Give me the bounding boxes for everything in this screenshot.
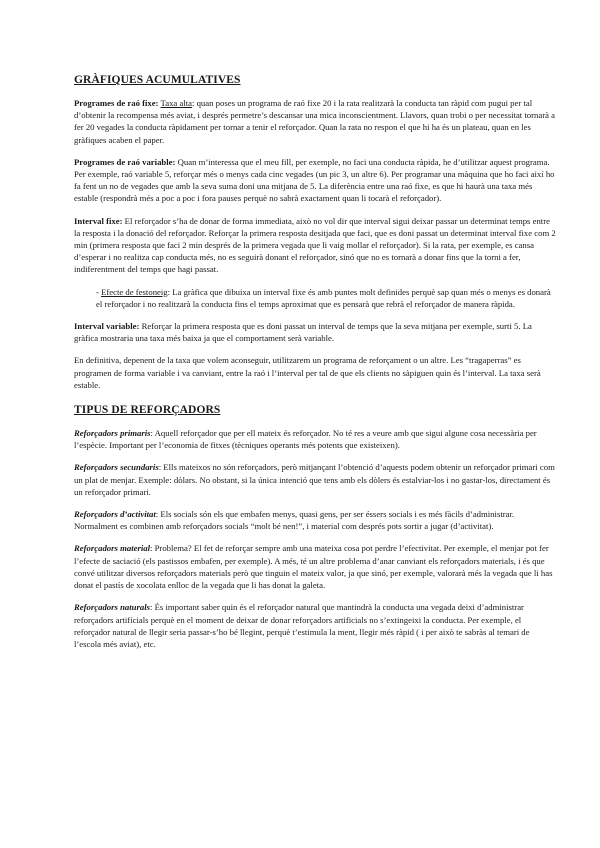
paragraph-reforcadors-naturals (74, 601, 556, 650)
term: Reforçadors primaris (74, 428, 151, 439)
paragraph-text: En definitiva, depenent de la taxa que volem aconseguir, utilitzarem un programa de reforçament o un altre. Les “tragaperras” es programen de forma variable i va canviant, entre la raó i l’interval per tal de que els clients no sàpiguen quin és l’interval. La taxa serà estable. (74, 355, 541, 390)
subterm: Efecte de festoneig (101, 286, 168, 297)
paragraph-rao-fixe (74, 97, 556, 146)
term: Reforçadors secundaris (74, 462, 159, 473)
heading-grafiques-acumulatives: GRÀFIQUES ACUMULATIVES (74, 74, 241, 86)
paragraph-text: : quan poses un programa de raó fixe 20 i la rata realitzarà la conducta tan ràpid com pugui per tal d’obtenir la recompensa més aviat, i després permetre’s descansar una mica inconscientment. Llavors, quan trobi o per necessitat tornarà a fer 20 vegades la conducta ràpidament per tornar a tenir el reforçador. Quan la rata no respon el que hi ha és un plateau, quan en les gràfiques acaben el paper. (74, 98, 556, 145)
term: Reforçadors material (74, 543, 151, 554)
paragraph-text: : Els socials són els que embafen menys, quasi gens, per ser éssers socials i es més fàcils d’administrar. Normalment es combinen amb reforçadors socials “molt bé nen!”, i material com després pots sortir a jugar (d’activitat). (74, 509, 515, 532)
term: Programes de raó fixe: (74, 98, 159, 108)
paragraph-conclusio (74, 354, 556, 391)
term: Reforçadors d’activitat (74, 509, 156, 520)
term: Programes de raó variable: (74, 156, 176, 167)
paragraph-text: El reforçador s’ha de donar de forma immediata, això no vol dir que interval sigui deixar passar un determinat temps entre la resposta i la donació del reforçador. Reforçar la primera resposta desitjada que faci, que es doni passat un determinat interval fixe com 2 min (primera resposta que faci 2 min després de la primera vegada que li vaig mollar el reforçador). Si la rata, per exemple, es cansa d’esperar i no realitza cap conducta més, no es seguirà donant el reforçador, sinó que no es tornarà a donar fins que la torni a fer, indiferentment del temps que hagi passat. (74, 215, 556, 275)
paragraph-reforcadors-material (74, 542, 556, 591)
heading-tipus-reforcadors: TIPUS DE REFORÇADORS (74, 404, 221, 417)
paragraph-interval-variable (74, 320, 556, 344)
paragraph-efecte-festoneig (96, 286, 556, 310)
paragraph-interval-fixe (74, 215, 556, 276)
term: Reforçadors naturals (74, 602, 151, 613)
paragraph-reforcadors-primaris (74, 427, 556, 451)
paragraph-text: : Aquell reforçador que per ell mateix és reforçador. No té res a veure amb que sigui algune cosa necessària per l’espècie. Important per l’economia de fitxes (tècniques operants més potents que existeixen). (74, 428, 537, 451)
paragraph-text: Reforçar la primera resposta que es doni passat un interval de temps que la seva mitjana per exemple, surti 5. La gràfica mostraria una taxa més baixa ja que el comportament serà variable. (74, 321, 532, 344)
paragraph-text: : És important saber quin és el reforçador natural que mantindrà la conducta una vegada deixi d’administrar reforçadors artificials perquè en el moment de deixar de donar reforçadors artificials no s’extingeixi la conducta. Per exemple, el reforçador natural de llegir seria passar-s’ho bé llegint, perquè t’estimula la ment, llegir més ràpid ( i per això te sabràs al temari de l’escola més aviat), etc. (74, 602, 530, 649)
paragraph-reforcadors-secundaris (74, 461, 556, 498)
paragraph-reforcadors-activitat (74, 508, 556, 532)
document-content (74, 73, 556, 650)
subterm: Taxa alta (160, 98, 192, 108)
paragraph-rao-variable (74, 156, 556, 205)
paragraph-text: Quan m’interessa que el meu fill, per exemple, no faci una conducta ràpida, he d’utilitzar aquest programa. Per exemple, raó variable 5, reforçar més o menys cada cinc vegades (un pic 3, un altre 6). Per programar una màquina que ho faci així ho fa fent un no de vegades que amb la seva suma doni una mitjana de 5. La diferència entre una raó fixe, es que hi haurà una taxa més estable (respondrà més a poc a poc i fora pauses perquè no sabrà exactament quan li tocarà el reforçador). (74, 156, 555, 204)
paragraph-text: : La gràfica que dibuixa un interval fixe és amb puntes molt definides perquè sap quan més o menys es donarà el reforçador i no realitzarà la conducta fins el temps aproximat que es pensarà que rebrà el reforçador de manera ràpida. (96, 286, 551, 309)
paragraph-text: : Ells mateixos no són reforçadors, però mitjançant l’obtenció d’aquests podem obtenir un reforçador primari com un plat de menjar. Exemple: dòlars. No obstant, si la única intenció que tens amb els dòlers és estalviar-los i no gastar-los, directament és un reforçador primari. (74, 462, 555, 497)
bullet: - (96, 286, 102, 297)
term: Interval fixe: (74, 215, 123, 226)
term: Interval variable: (74, 321, 140, 332)
paragraph-text: : Problema? El fet de reforçar sempre amb una mateixa cosa pot perdre l’efectivitat. Per exemple, el menjar pot fer l’efecte de saciació (els pastissos embafen, per exemple). A més, té un altre problema d’anar canviant els reforçadors materials, i és que convé utilitzar diversos reforçadors materials però que tinguin el mateix valor, ja que sinó, per exemple, valorarà més la vegada que li has donat el pastís de xocolata enlloc de la vegada que li has donat la galeta. (74, 543, 553, 591)
